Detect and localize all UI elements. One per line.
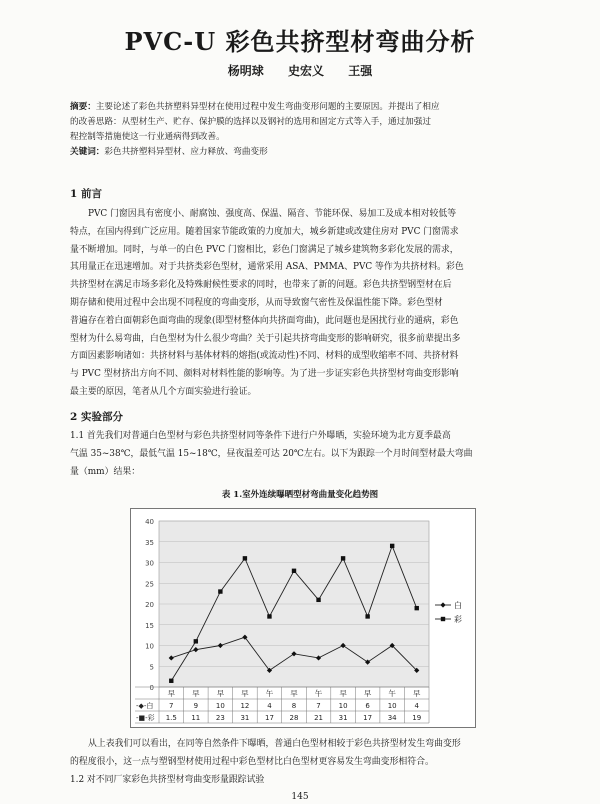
- legend-label: 彩: [454, 615, 462, 624]
- y-tick-label: 20: [145, 601, 154, 609]
- section-1-body: [70, 206, 540, 402]
- table-cell-value: 23: [215, 714, 225, 722]
- x-category-label: 早: [241, 689, 249, 698]
- table-cell-value: 31: [338, 714, 348, 722]
- table-cell-value: 19: [412, 714, 422, 722]
- table-cell-value: 7: [169, 702, 174, 710]
- data-point-color: [365, 614, 369, 618]
- author-3: 王强: [348, 64, 373, 78]
- keywords-label: 关键词：: [70, 147, 105, 157]
- table-cell-value: 10: [338, 702, 348, 710]
- section-1-line: 量不断增加。同时，与单一的白色 PVC 门窗相比，彩色门窗满足了城乡建筑物多彩化发展的需求，: [70, 244, 459, 255]
- page-number: 145: [291, 792, 309, 802]
- data-point-color: [218, 589, 222, 593]
- x-category-label: 午: [388, 689, 396, 698]
- section-2-line: 量（mm）结果：: [70, 466, 141, 477]
- abstract-line-2: 的改善思路：从型材生产、贮存、保护膜的选择以及钢衬的选用和固定方式等入手，通过加强过: [70, 117, 431, 127]
- keywords-text: 彩色共挤塑料异型材、应力释放、弯曲变形: [104, 147, 268, 157]
- section-1-line: 普遍存在着白面朝彩色面弯曲的现象(即型材整体向共挤面弯曲)，此问题也是困扰行业的通病，彩色: [70, 315, 459, 326]
- data-point-color: [267, 614, 271, 618]
- x-category-label: 早: [339, 689, 347, 698]
- y-tick-label: 15: [145, 621, 154, 630]
- y-tick-label: 30: [145, 559, 154, 568]
- data-point-color: [169, 679, 173, 683]
- section-2-line: 气温 35~38℃，最低气温 15~18℃，昼夜温差可达 20℃左右。以下为跟踪一个月时间型材最大弯曲: [70, 448, 473, 459]
- table-row-label: -◆-白: [136, 702, 154, 710]
- section-1-line: 型材为什么易弯曲，白色型材为什么很少弯曲？关于引起共挤弯曲变形的影响研究，很多前辈提出多: [70, 333, 461, 344]
- section-1-line: 最主要的原因，笔者从几个方面实验进行验证。: [70, 386, 257, 397]
- table-cell-value: 10: [387, 702, 397, 710]
- section-1-line: 方面因素影响诸如：共挤材料与基体材料的熔指(或流动性)不同、材料的成型收缩率不同、共挤材料: [70, 351, 459, 362]
- table-cell-value: 28: [289, 714, 299, 722]
- after-chart-line-1: 从上表我们可以看出，在同等自然条件下曝晒，普通白色型材相较于彩色共挤型材发生弯曲变形: [88, 739, 461, 749]
- data-point-color: [243, 556, 247, 560]
- data-point-color: [292, 569, 296, 573]
- section-2-body: [70, 428, 540, 481]
- data-point-color: [194, 639, 198, 643]
- table-cell-value: 4: [414, 702, 419, 710]
- line-chart: [131, 509, 475, 727]
- data-point-color: [341, 556, 345, 560]
- data-point-color: [415, 606, 419, 610]
- section-1-line: 期存储和使用过程中会出现不同程度的弯曲变形，从而导致窗气密性及保温性能下降。彩色型材: [70, 297, 443, 308]
- author-1: 杨明球: [227, 64, 264, 78]
- table-row-label: -■-彩: [136, 714, 155, 722]
- author-2: 史宏义: [287, 64, 324, 78]
- y-tick-label: 40: [145, 518, 154, 526]
- table-cell-value: 10: [215, 702, 225, 710]
- legend-label: 白: [454, 601, 462, 610]
- paper-title: PVC-U 彩色共挤型材弯曲分析: [124, 27, 476, 56]
- table-cell-value: 4: [267, 702, 272, 710]
- after-chart-line-3: 1.2 对不同厂家彩色共挤型材弯曲变形量跟踪试验: [70, 774, 265, 785]
- y-tick-label: 25: [145, 580, 154, 589]
- section-2-heading: 2 实验部分: [70, 411, 123, 423]
- table-cell-value: 6: [365, 702, 370, 710]
- table-cell-value: 17: [264, 714, 274, 722]
- data-point-color: [390, 544, 394, 548]
- table-cell-value: 31: [240, 714, 250, 722]
- abstract-line-1: 主要论述了彩色共挤塑料异型材在使用过程中发生弯曲变形问题的主要原因。并提出了相应: [95, 102, 440, 112]
- x-category-label: 早: [216, 689, 225, 698]
- table-cell-value: 21: [314, 714, 324, 722]
- table-cell-value: 9: [193, 702, 199, 710]
- x-category-label: 早: [363, 689, 372, 698]
- after-chart-line-2: 的程度很小，这一点与塑钢型材使用过程中彩色型材比白色型材更容易发生弯曲变形相符合。: [70, 756, 434, 767]
- legend-marker: [440, 602, 445, 607]
- table-cell-value: 1.5: [165, 714, 177, 722]
- x-category-label: 早: [290, 689, 298, 698]
- abstract-label: 摘要：: [70, 102, 96, 112]
- section-1-line: 其用量正在迅速增加。对于共挤类彩色型材，通常采用 ASA、PMMA、PVC 等作为共挤材料。彩色: [70, 262, 464, 273]
- table-cell-value: 7: [316, 702, 321, 710]
- section-1-line: 与 PVC 型材挤出方向不同、颜料对材料性能的影响等。为了进一步证实彩色共挤型材弯曲变形影响: [70, 369, 459, 380]
- y-tick-label: 5: [149, 663, 154, 672]
- table-cell-value: 12: [240, 702, 250, 710]
- section-1-line: PVC 门窗因具有密度小、耐腐蚀、强度高、保温、隔音、节能环保、易加工及成本相对较低等: [88, 209, 457, 219]
- x-category-label: 早: [167, 689, 176, 698]
- section-2-line: 1.1 首先我们对普通白色型材与彩色共挤型材同等条件下进行户外曝晒，实验环境为北方夏季最高: [70, 431, 451, 441]
- data-point-color: [316, 598, 320, 602]
- chart-frame: [130, 508, 476, 728]
- x-category-label: 早: [412, 689, 421, 698]
- table-cell-value: 17: [363, 714, 373, 722]
- x-category-label: 午: [265, 689, 274, 698]
- y-tick-label: 0: [149, 684, 154, 692]
- y-tick-label: 10: [145, 642, 154, 651]
- after-chart-text: [70, 736, 540, 789]
- x-category-label: 午: [314, 689, 323, 698]
- table-cell-value: 34: [387, 714, 397, 722]
- y-tick-label: 35: [145, 538, 154, 547]
- section-1-line: 特点，在国内得到广泛应用。随着国家节能政策的力度加大，城乡新建或改建住房对 PVC 门窗需求: [70, 226, 459, 237]
- abstract-line-3: 程控制等措施使这一行业通病得到改善。: [70, 132, 225, 142]
- table-caption: 表 1.室外连续曝晒型材弯曲量变化趋势图: [221, 490, 379, 500]
- table-cell-value: 11: [191, 714, 201, 722]
- section-1-heading: 1 前言: [70, 188, 102, 200]
- authors: [0, 62, 600, 79]
- table-cell-value: 8: [291, 702, 297, 710]
- x-category-label: 早: [192, 689, 200, 698]
- abstract: [70, 100, 540, 160]
- section-1-line: 共挤型材在满足市场多彩化及特殊耐候性要求的同时，也带来了新的问题。彩色共挤型钢型材在后: [70, 280, 452, 291]
- legend-marker: [441, 617, 445, 621]
